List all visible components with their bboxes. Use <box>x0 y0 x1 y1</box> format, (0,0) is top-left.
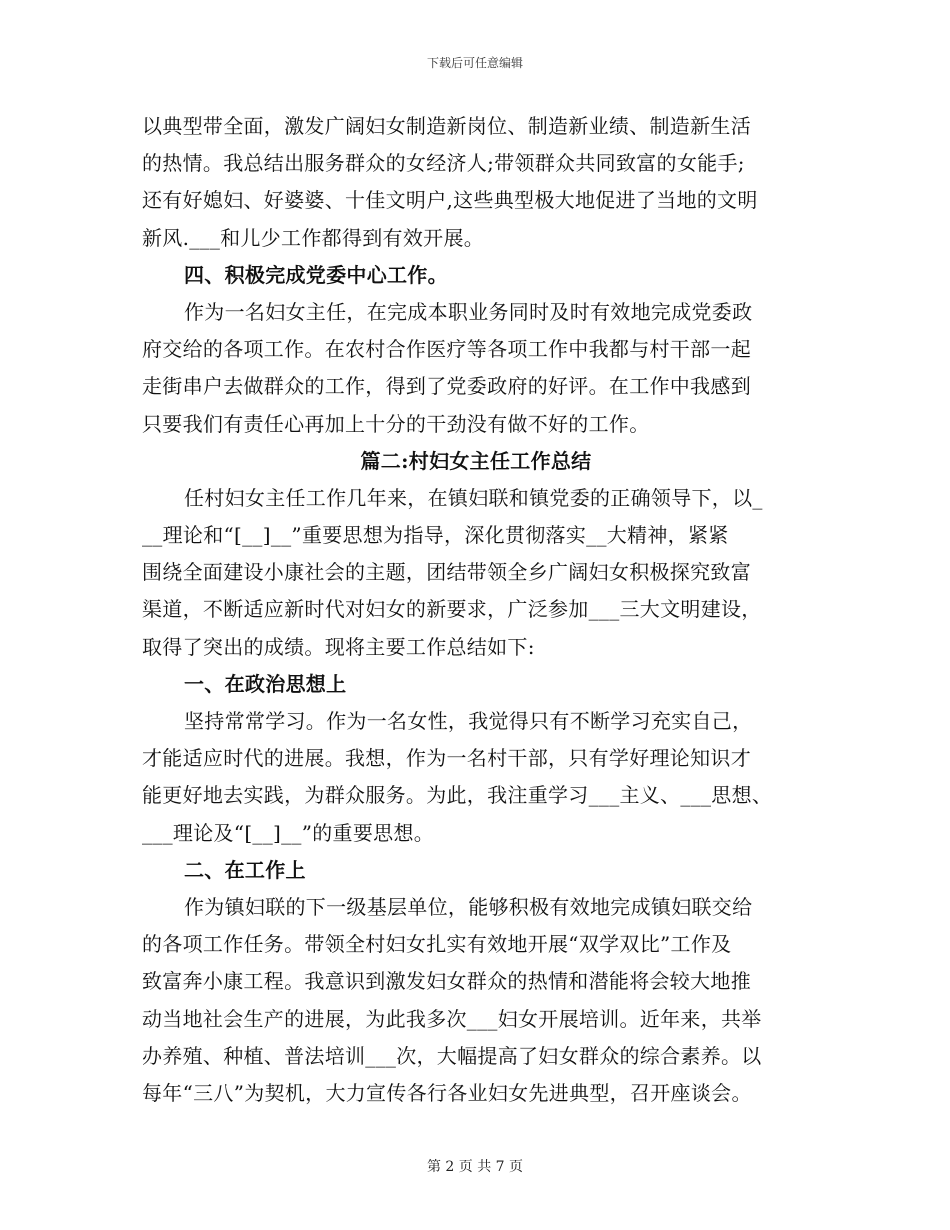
body-line: 才能适应时代的进展。我想，作为一名村干部，只有学好理论知识才 <box>142 746 751 771</box>
body-line: 任村妇女主任工作几年来，在镇妇联和镇党委的正确领导下，以_ <box>184 485 763 510</box>
body-line: 取得了突出的成绩。现将主要工作总结如下: <box>142 634 535 659</box>
body-line: 府交给的各项工作。在农村合作医疗等各项工作中我都与村干部一起 <box>142 337 751 362</box>
body-line: 能更好地去实践，为群众服务。为此，我注重学习___主义、___思想、 <box>142 783 773 808</box>
body-line: __理论和“[__]__”重要思想为指导，深化贯彻落实__大精神，紧紧 <box>142 523 729 548</box>
body-line: 新风.___和儿少工作都得到有效开展。 <box>142 225 485 250</box>
body-line: 致富奔小康工程。我意识到激发妇女群众的热情和潜能将会较大地推 <box>142 969 751 994</box>
section-heading: 二、在工作上 <box>184 857 306 882</box>
body-line: 以典型带全面，激发广阔妇女制造新岗位、制造新业绩、制造新生活 <box>142 114 751 138</box>
section-heading: 四、积极完成党委中心工作。 <box>184 262 448 287</box>
body-line: 动当地社会生产的进展，为此我多次___妇女开展培训。近年来，共举 <box>142 1006 762 1031</box>
body-line: 坚持常常学习。作为一名女性，我觉得只有不断学习充实自己， <box>184 709 753 733</box>
body-line: 作为一名妇女主任，在完成本职业务同时及时有效地完成党委政 <box>184 299 753 324</box>
document-body <box>142 108 810 1112</box>
body-line: 渠道，不断适应新时代对妇女的新要求，广泛参加___三大文明建设， <box>142 597 762 622</box>
page-number: 第 2 页 共 7 页 <box>426 1159 524 1175</box>
body-line: 的热情。我总结出服务群众的女经济人;带领群众共同致富的女能手; <box>142 151 745 176</box>
body-line: 办养殖、种植、普法培训___次，大幅提高了妇女群众的综合素养。以 <box>142 1043 762 1068</box>
body-line: ___理论及“[__]__”的重要思想。 <box>142 820 435 845</box>
section-heading: 一、在政治思想上 <box>184 671 347 696</box>
body-line: 作为镇妇联的下一级基层单位，能够积极有效地完成镇妇联交给 <box>184 894 753 919</box>
body-line: 走街串户去做群众的工作，得到了党委政府的好评。在工作中我感到 <box>142 374 751 399</box>
body-line: 每年“三八”为契机，大力宣传各行各业妇女先进典型，召开座谈会。 <box>142 1080 752 1105</box>
body-line: 的各项工作任务。带领全村妇女扎实有效地开展“双学双比”工作及 <box>142 932 732 957</box>
body-line: 还有好媳妇、好婆婆、十佳文明户,这些典型极大地促进了当地的文明 <box>142 188 758 213</box>
section-title: 篇二:村妇女主任工作总结 <box>360 448 592 473</box>
body-line: 围绕全面建设小康社会的主题，团结带领全乡广阔妇女积极探究致富 <box>142 560 751 585</box>
page-header: 下载后可任意编辑 <box>426 56 523 70</box>
body-line: 只要我们有责任心再加上十分的干劲没有做不好的工作。 <box>142 411 650 436</box>
